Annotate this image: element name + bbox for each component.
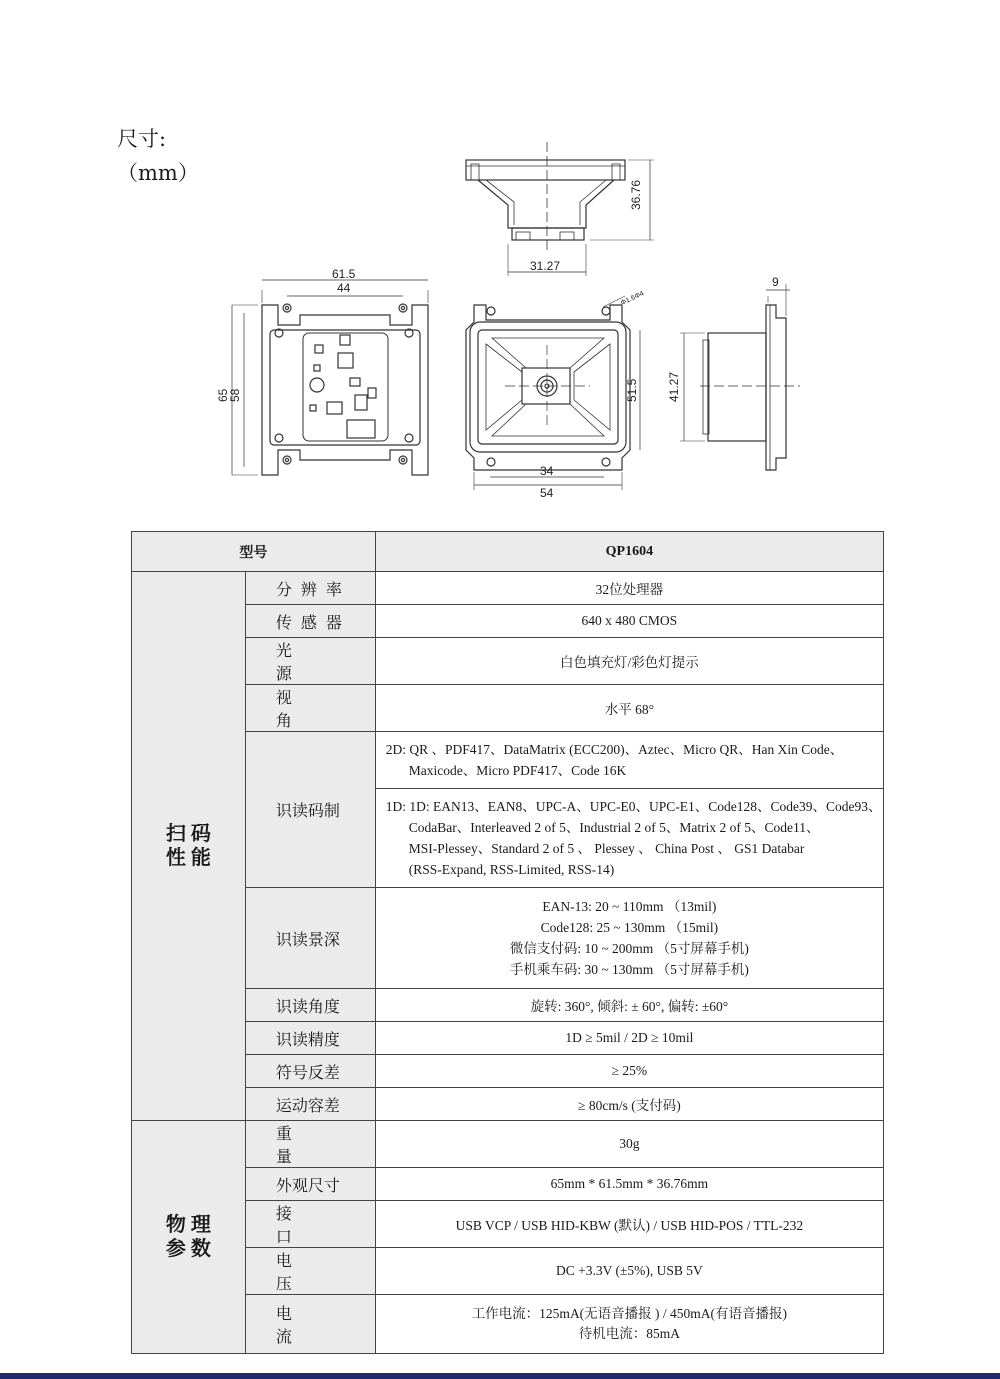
row-label-depth: 识读景深: [245, 888, 375, 989]
dim-front-inner-width: 34: [540, 464, 554, 478]
model-value: QP1604: [375, 532, 883, 572]
front-view: [466, 296, 640, 490]
row-value-current: 工作电流：125mA(无语音播报 ) / 450mA(有语音播报) 待机电流：85mA: [375, 1295, 883, 1354]
row-value-size: 65mm * 61.5mm * 36.76mm: [375, 1168, 883, 1201]
row-label-sensor: 传感器: [245, 605, 375, 638]
table-row: [132, 1121, 884, 1168]
technical-drawing: [0, 0, 1000, 520]
dim-top-height: 36.76: [629, 179, 643, 210]
row-value-resolution: 32位处理器: [375, 572, 883, 605]
spec-table: [131, 531, 884, 1354]
dim-outer-width: 61.5: [332, 267, 356, 281]
row-label-current: 电流: [245, 1295, 375, 1354]
dim-inner-width: 44: [337, 281, 351, 295]
row-label-angle: 识读角度: [245, 989, 375, 1022]
footer-bar: [0, 1373, 1000, 1379]
row-value-weight: 30g: [375, 1121, 883, 1168]
dim-top-width: 31.27: [530, 259, 561, 273]
dim-inner-height: 58: [228, 388, 242, 402]
row-value-voltage: DC +3.3V (±5%), USB 5V: [375, 1248, 883, 1295]
dim-outer-height: 65: [216, 388, 230, 402]
row-value-interface: USB VCP / USB HID-KBW (默认) / USB HID-POS / TTL-232: [375, 1201, 883, 1248]
row-value-precision: 1D ≥ 5mil / 2D ≥ 10mil: [375, 1022, 883, 1055]
row-value-codes-1d: 1D: 1D: EAN13、EAN8、UPC-A、UPC-E0、UPC-E1、Code128、Code39、Code93、 CodaBar、Interleaved 2 of 5、Industrial 2 of 5、Matrix 2 of 5、Code11、 MSI-Plessey、Standard 2 of 5 、 Plessey 、 China Post 、 GS1 Databar (RSS-Expand, RSS-Limited, RSS-14): [375, 789, 883, 888]
row-label-voltage: 电压: [245, 1248, 375, 1295]
row-value-sensor: 640 x 480 CMOS: [375, 605, 883, 638]
pcb-view: [232, 280, 428, 475]
dimension-unit: （mm）: [117, 161, 199, 185]
row-value-motion: ≥ 80cm/s (支付码): [375, 1088, 883, 1121]
dim-front-outer-width: 54: [540, 486, 554, 500]
side-view: [680, 284, 800, 470]
row-value-view: 水平 68°: [375, 685, 883, 732]
row-value-codes-2d: 2D: QR 、PDF417、DataMatrix (ECC200)、Aztec、Micro QR、Han Xin Code、 Maxicode、Micro PDF417、Code 16K: [375, 732, 883, 789]
table-header-row: [132, 532, 884, 572]
row-label-contrast: 符号反差: [245, 1055, 375, 1088]
dimension-title-line1: 尺寸:: [117, 127, 167, 151]
row-label-light: 光源: [245, 638, 375, 685]
dim-side-depth: 9: [772, 275, 779, 289]
row-value-light: 白色填充灯/彩色灯提示: [375, 638, 883, 685]
dim-front-height: 51.5: [625, 378, 639, 402]
table-row: [132, 572, 884, 605]
row-label-interface: 接口: [245, 1201, 375, 1248]
model-label: 型号: [132, 532, 376, 572]
row-value-angle: 旋转: 360°, 倾斜: ± 60°, 偏转: ±60°: [375, 989, 883, 1022]
row-label-weight: 重量: [245, 1121, 375, 1168]
group-physical-params: 物 理 参 数: [132, 1121, 246, 1354]
row-label-motion: 运动容差: [245, 1088, 375, 1121]
row-label-precision: 识读精度: [245, 1022, 375, 1055]
row-label-size: 外观尺寸: [245, 1168, 375, 1201]
top-view: [466, 142, 654, 276]
row-label-resolution: 分辨率: [245, 572, 375, 605]
dim-side-height: 41.27: [667, 371, 681, 402]
hole-note: Φ1.6Φ4: [619, 290, 646, 308]
row-label-view: 视角: [245, 685, 375, 732]
row-value-contrast: ≥ 25%: [375, 1055, 883, 1088]
group-scan-performance: 扫 码 性 能: [132, 572, 246, 1121]
row-value-depth: EAN-13: 20 ~ 110mm （13mil) Code128: 25 ~ 130mm （15mil) 微信支付码: 10 ~ 200mm （5寸屏幕手机) 手机乘车码: 30 ~ 130mm （5寸屏幕手机): [375, 888, 883, 989]
row-label-codes: 识读码制: [245, 732, 375, 888]
